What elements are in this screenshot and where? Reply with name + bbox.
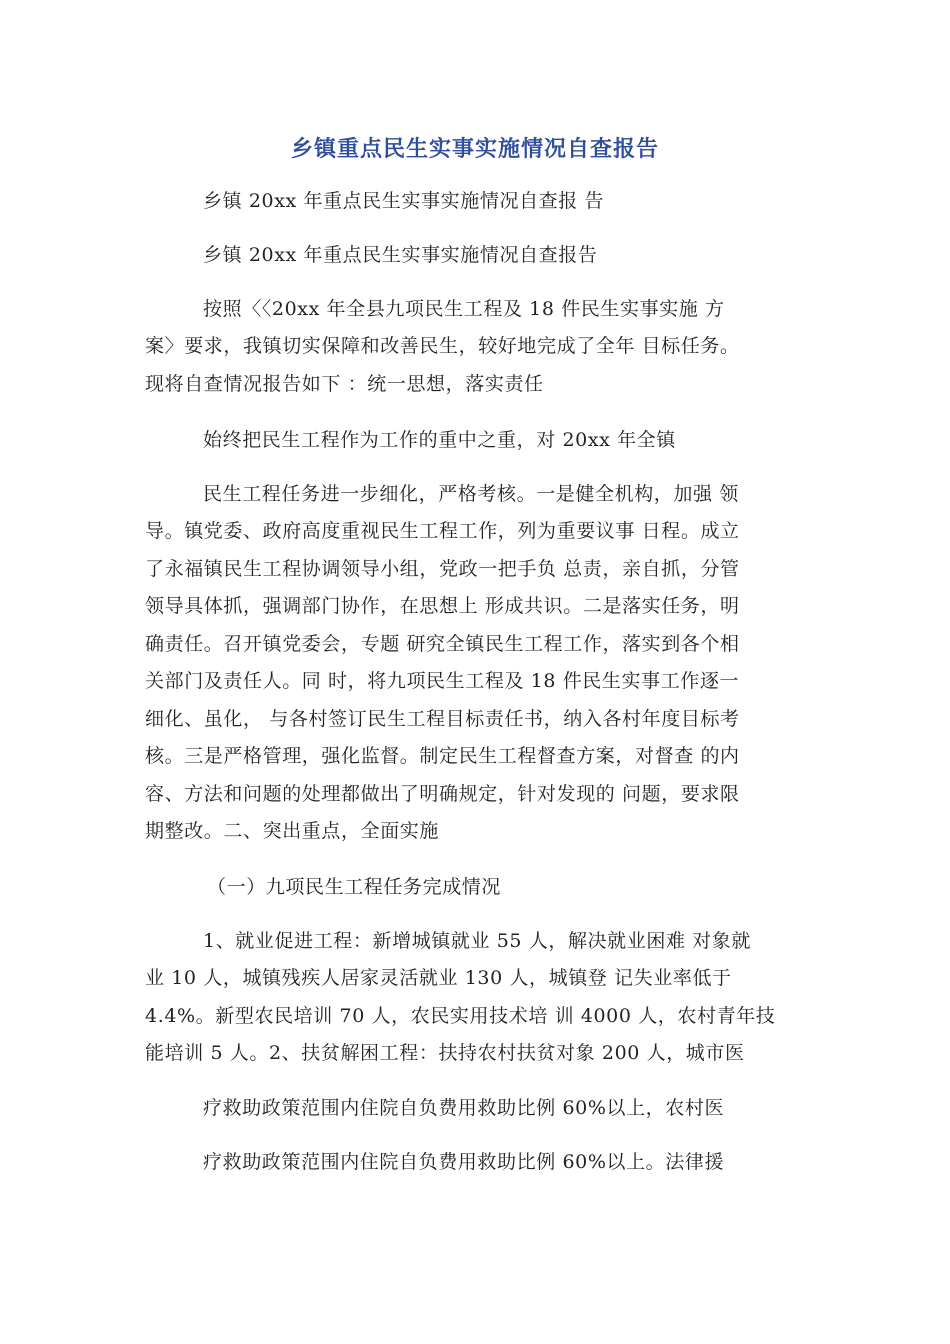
paragraph-line: 期整改。二、突出重点，全面实施	[145, 820, 440, 842]
paragraph-line: 领导具体抓，强调部门协作，在思想上 形成共识。二是落实任务，明	[145, 595, 740, 617]
document-title: 乡镇重点民生实事实施情况自查报告	[290, 137, 659, 162]
paragraph-line: 4.4%。新型农民培训 70 人，农民实用技术培 训 4000 人，农村青年技	[145, 1005, 776, 1027]
paragraph-line: 案〉要求，我镇切实保障和改善民生，较好地完成了全年 目标任务。	[145, 335, 740, 357]
paragraph-line: 现将自查情况报告如下 ：统一思想，落实责任	[145, 373, 544, 395]
paragraph-line: 导。镇党委、政府高度重视民生工程工作，列为重要议事 日程。成立	[145, 520, 740, 542]
paragraph-line: 民生工程任务进一步细化，严格考核。一是健全机构，加强 领	[203, 483, 739, 505]
paragraph-line: 始终把民生工程作为工作的重中之重，对 20xx 年全镇	[203, 429, 676, 451]
paragraph-line: 容、方法和问题的处理都做出了明确规定，针对发现的 问题，要求限	[145, 783, 740, 805]
paragraph-line: 了永福镇民生工程协调领导小组，党政一把手负 总责，亲自抓，分管	[145, 558, 740, 580]
paragraph-line: 乡镇 20xx 年重点民生实事实施情况自查报告	[203, 244, 598, 266]
paragraph-line: 能培训 5 人。2、扶贫解困工程：扶持农村扶贫对象 200 人，城市医	[145, 1042, 745, 1064]
paragraph-line: 1、就业促进工程：新增城镇就业 55 人，解决就业困难 对象就	[203, 930, 751, 952]
paragraph-line: 细化、虽化， 与各村签订民生工程目标责任书，纳入各村年度目标考	[145, 708, 740, 730]
paragraph-line: 疗救助政策范围内住院自负费用救助比例 60%以上。法律援	[203, 1151, 725, 1173]
section-heading: （一）九项民生工程任务完成情况	[207, 876, 502, 898]
paragraph-line: 乡镇 20xx 年重点民生实事实施情况自查报 告	[203, 190, 605, 212]
paragraph-line: 关部门及责任人。同 时，将九项民生工程及 18 件民生实事工作逐一	[145, 670, 740, 692]
paragraph-line: 业 10 人，城镇残疾人居家灵活就业 130 人，城镇登 记失业率低于	[145, 967, 732, 989]
paragraph-line: 确责任。召开镇党委会，专题 研究全镇民生工程工作，落实到各个相	[145, 633, 740, 655]
paragraph-line: 疗救助政策范围内住院自负费用救助比例 60%以上，农村医	[203, 1097, 725, 1119]
paragraph-line: 核。三是严格管理，强化监督。制定民生工程督查方案，对督查 的内	[145, 745, 740, 767]
paragraph-line: 按照〈〈20xx 年全县九项民生工程及 18 件民生实事实施 方	[203, 298, 725, 320]
